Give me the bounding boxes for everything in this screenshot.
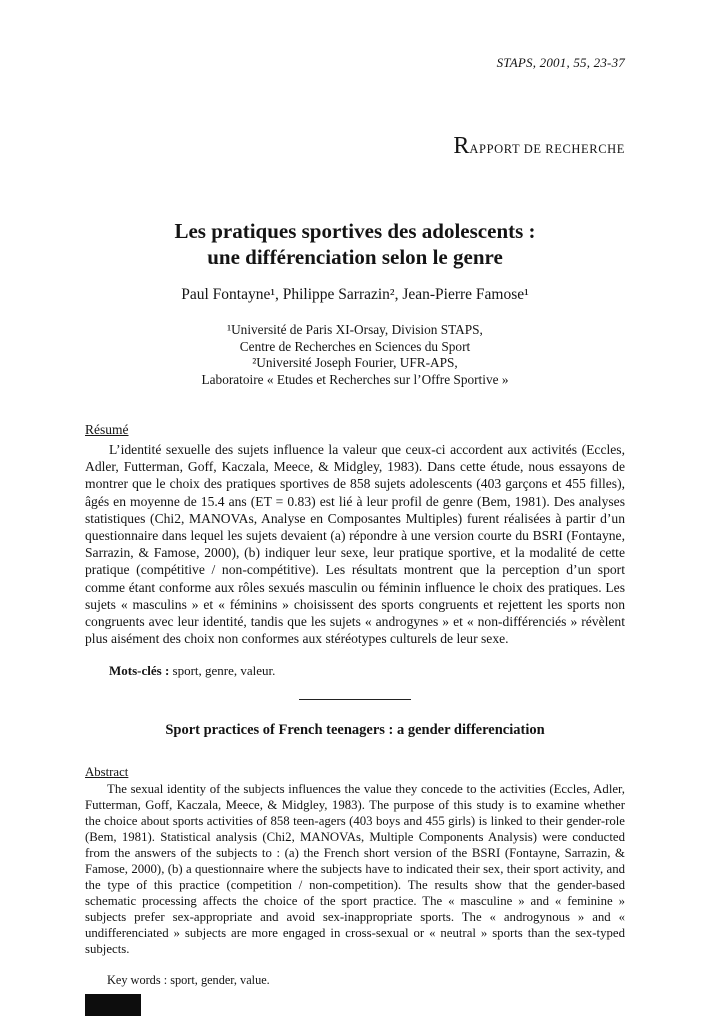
report-type-heading (85, 133, 625, 160)
journal-reference: STAPS, 2001, 55, 23-37 (496, 55, 625, 70)
paper-title-line2: une différenciation selon le genre (207, 245, 503, 269)
corner-stamp (85, 994, 141, 1016)
keywords-en-text: sport, gender, value. (167, 973, 270, 988)
abstract-text: The sexual identity of the subjects influences the value they concede to the activities (Eccles, Adler, Futterman, Goff, Kaczala, Meece, & Midgley, 1983). The purpose of this study is to examine whether the choice about sports activities of 858 teen-agers (403 boys and 455 girls) is linked to their gender-role (Bem, 1981). Statistical analysis (Chi2, MANOVAs, Multiple Components Analysis) were conducted from the answers of the subjects to : (a) the French short version of the BSRI (Fontayne, Sarrazin, & Famose, 2000), (b) a questionnaire where the subjects have to indicated their sex, their sport activity, and the type of this practice (competition / non-competition). The results show that the gender-based schematic processing affects the choice of the sport practice. The « masculine » and « feminine » subjects prefer sex-appropriate and avoid sex-inappropriate sports. The « androgynous » and « undifferenciated » subjects are more engaged in cross-sexual or « neutral » sports than the sex-typed subjects. (85, 782, 625, 956)
report-type-initial: R (453, 133, 470, 159)
authors-line: Paul Fontayne¹, Philippe Sarrazin², Jean-Pierre Famose¹ (181, 286, 529, 303)
affiliations-block (85, 322, 625, 388)
report-type-rest: APPORT DE RECHERCHE (469, 142, 625, 156)
affiliation-line: Centre de Recherches en Sciences du Sport (239, 338, 471, 354)
affiliation-line: ²Université Joseph Fourier, UFR-APS, (252, 355, 458, 370)
resume-text: L’identité sexuelle des sujets influence la valeur que ceux-ci accordent aux activités (Eccles, Adler, Futterman, Goff, Kaczala, Meece, & Midgley, 1983). Dans cette étude, nous essayons de montrer que le choix des pratiques sportives de 858 sujets adolescents (403 garçons et 455 filles), âgés en moyenne de 15.4 ans (ET = 0.83) est lié à leur profil de genre (Bem, 1981). Des analyses statistiques (Chi2, MANOVAs, Analyse en Composantes Multiples) furent réalisées à partir d’un questionnaire dans lequel les sujets devaient (a) répondre à une version courte du BSRI (Fontayne, Sarrazin, & Famose, 2000), (b) indiquer leur sexe, leur pratique sportive, et la modalité de cette pratique (compétitive / non-compétitive). Les résultats montrent que la perception d’un sport comme étant conforme aux rôles sexués masculin ou féminin influence le choix des pratiques. Les sujets « masculins » et « féminins » choisissent des sports congruents et rejettent les sports non congruents avec leur identité, tandis que les sujets « androgynes » et « non-différenciés » révèlent plus aisément des choix non conformes aux stéréotypes culturels de leur sexe. (85, 442, 625, 647)
affiliation-line: Laboratoire « Etudes et Recherches sur l’Offre Sportive » (201, 371, 509, 387)
keywords-fr-text: sport, genre, valeur. (169, 663, 276, 679)
section-divider (299, 699, 411, 700)
page-content (85, 0, 625, 988)
section-label-resume: Résumé (85, 422, 129, 437)
affiliation-line: ¹Université de Paris XI-Orsay, Division STAPS, (227, 322, 483, 337)
keywords-fr (85, 663, 625, 679)
paper-title-line1: Les pratiques sportives des adolescents : (174, 219, 536, 243)
keywords-en (85, 973, 625, 988)
keywords-en-label: Key words : (107, 973, 168, 988)
section-label-abstract: Abstract (85, 765, 129, 780)
paper-title-en: Sport practices of French teenagers : a gender differenciation (165, 722, 545, 739)
keywords-fr-label: Mots-clés : (109, 663, 170, 679)
paper-title (85, 218, 625, 270)
